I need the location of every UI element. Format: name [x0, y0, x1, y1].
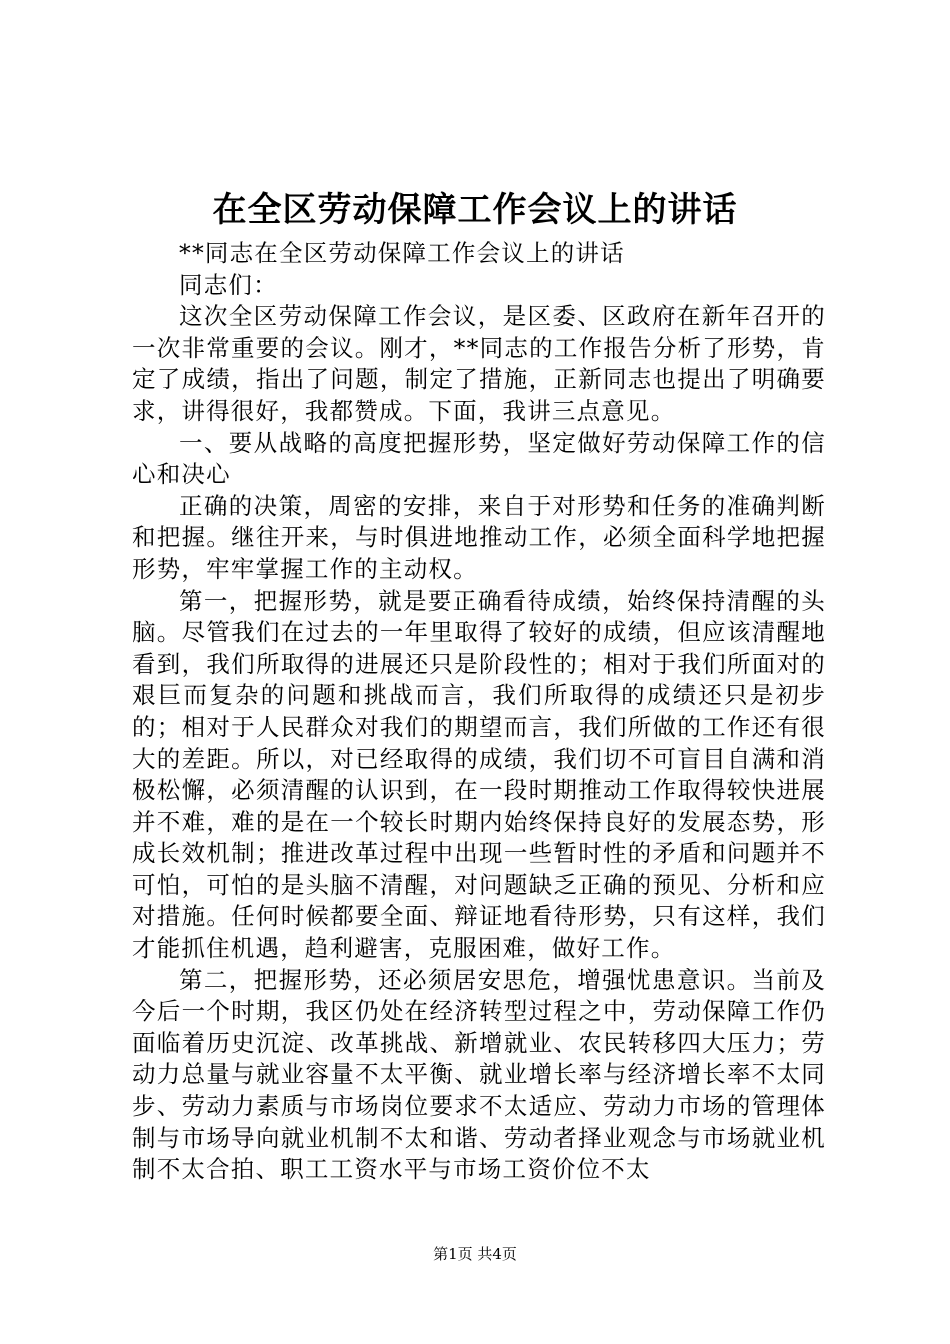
paragraph-intro: 这次全区劳动保障工作会议，是区委、区政府在新年召开的一次非常重要的会议。刚才，**同志的工作报告分析了形势，肯定了成绩，指出了问题，制定了措施，正新同志也提出了明确要求，讲得很好，我都赞成。下面，我讲三点意见。: [132, 302, 826, 425]
section-heading-1: 一、要从战略的高度把握形势，坚定做好劳动保障工作的信心和决心: [132, 428, 826, 489]
salutation: 同志们：: [179, 270, 278, 299]
page-footer: 第1页 共4页: [433, 1245, 517, 1263]
speech-subtitle: **同志在全区劳动保障工作会议上的讲话: [179, 239, 625, 267]
paragraph-second-point: 第二，把握形势，还必须居安思危，增强忧患意识。当前及今后一个时期，我区仍处在经济转型过程之中，劳动保障工作仍面临着历史沉淀、改革挑战、新增就业、农民转移四大压力；劳动力总量与就业容量不太平衡、就业增长率与经济增长率不太同步、劳动力素质与市场岗位要求不太适应、劳动力市场的管理体制与市场导向就业机制不太和谐、劳动者择业观念与市场就业机制不太合拍、职工工资水平与市场工资价位不太: [132, 965, 826, 1184]
paragraph-first-point: 第一，把握形势，就是要正确看待成绩，始终保持清醒的头脑。尽管我们在过去的一年里取得了较好的成绩，但应该清醒地看到，我们所取得的进展还只是阶段性的；相对于我们所面对的艰巨而复杂的问题和挑战而言，我们所取得的成绩还只是初步的；相对于人民群众对我们的期望而言，我们所做的工作还有很大的差距。所以，对已经取得的成绩，我们切不可盲目自满和消极松懈，必须清醒的认识到，在一段时期推动工作取得较快进展并不难，难的是在一个较长时期内始终保持良好的发展态势，形成长效机制；推进改革过程中出现一些暂时性的矛盾和问题并不可怕，可怕的是头脑不清醒，对问题缺乏正确的预见、分析和应对措施。任何时候都要全面、辩证地看待形势，只有这样，我们才能抓住机遇，趋利避害，克服困难，做好工作。: [132, 586, 826, 963]
document-title: 在全区劳动保障工作会议上的讲话: [212, 190, 738, 230]
document-body: [132, 238, 826, 1186]
paragraph-decision: 正确的决策，周密的安排，来自于对形势和任务的准确判断和把握。继往开来，与时俱进地推动工作，必须全面科学地把握形势，牢牢掌握工作的主动权。: [132, 491, 826, 583]
